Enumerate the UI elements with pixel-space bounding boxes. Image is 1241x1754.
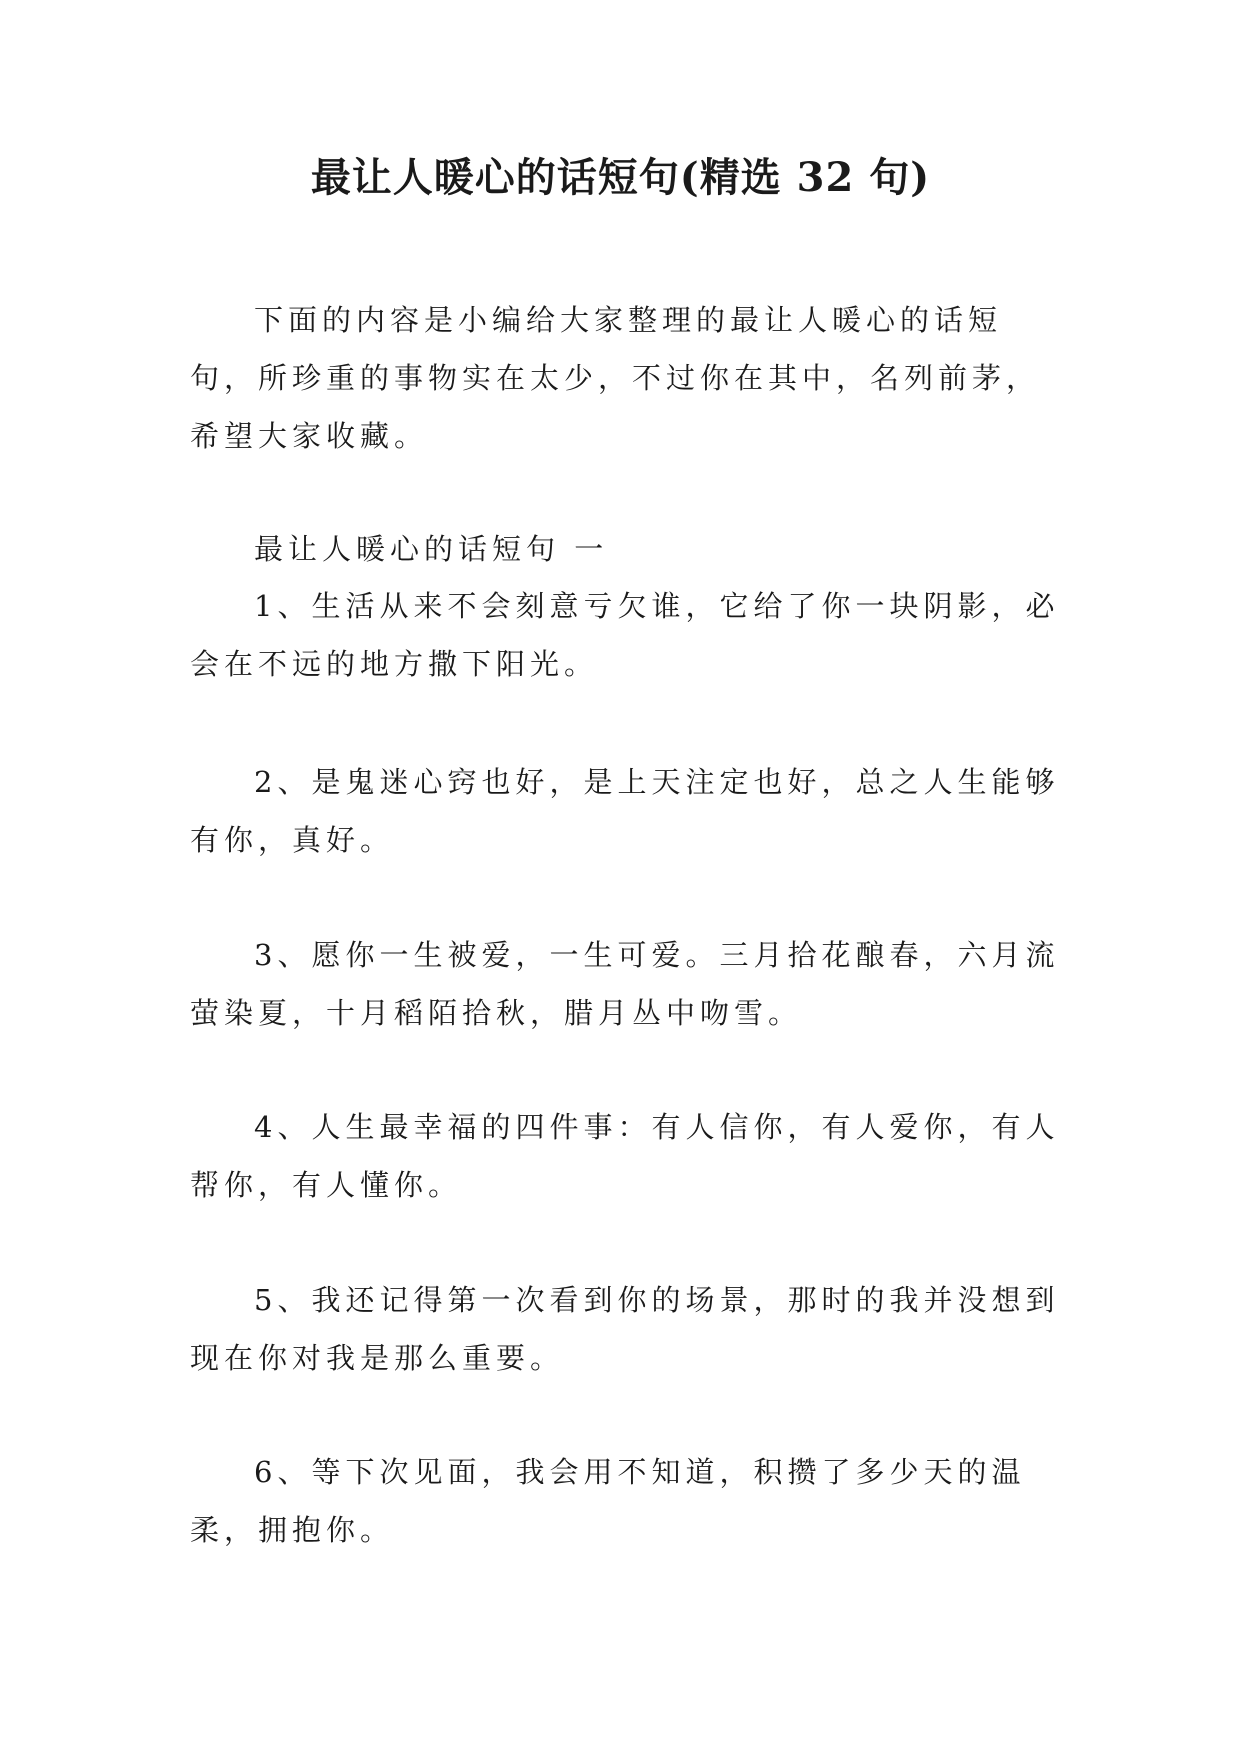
- quote-item-6: 6、等下次见面，我会用不知道，积攒了多少天的温柔，拥抱你。: [190, 1455, 1026, 1547]
- section-heading: 最让人暖心的话短句 一: [254, 532, 609, 566]
- quote-item-3: 3、愿你一生被爱，一生可爱。三月拾花酿春，六月流萤染夏，十月稻陌拾秋，腊月丛中吻雪。: [190, 938, 1060, 1030]
- quote-item-1: 1、生活从来不会刻意亏欠谁，它给了你一块阴影，必会在不远的地方撒下阳光。: [190, 589, 1060, 681]
- intro-paragraph: 下面的内容是小编给大家整理的最让人暖心的话短句，所珍重的事物实在太少，不过你在其中，名列前茅，希望大家收藏。: [190, 303, 1041, 453]
- quote-item-4: 4、人生最幸福的四件事：有人信你，有人爱你，有人帮你，有人懂你。: [190, 1110, 1060, 1202]
- document-title: 最让人暖心的话短句(精选 32 句): [310, 154, 931, 201]
- quote-item-5: 5、我还记得第一次看到你的场景，那时的我并没想到现在你对我是那么重要。: [190, 1283, 1060, 1375]
- quote-item-2: 2、是鬼迷心窍也好，是上天注定也好，总之人生能够有你，真好。: [190, 765, 1060, 857]
